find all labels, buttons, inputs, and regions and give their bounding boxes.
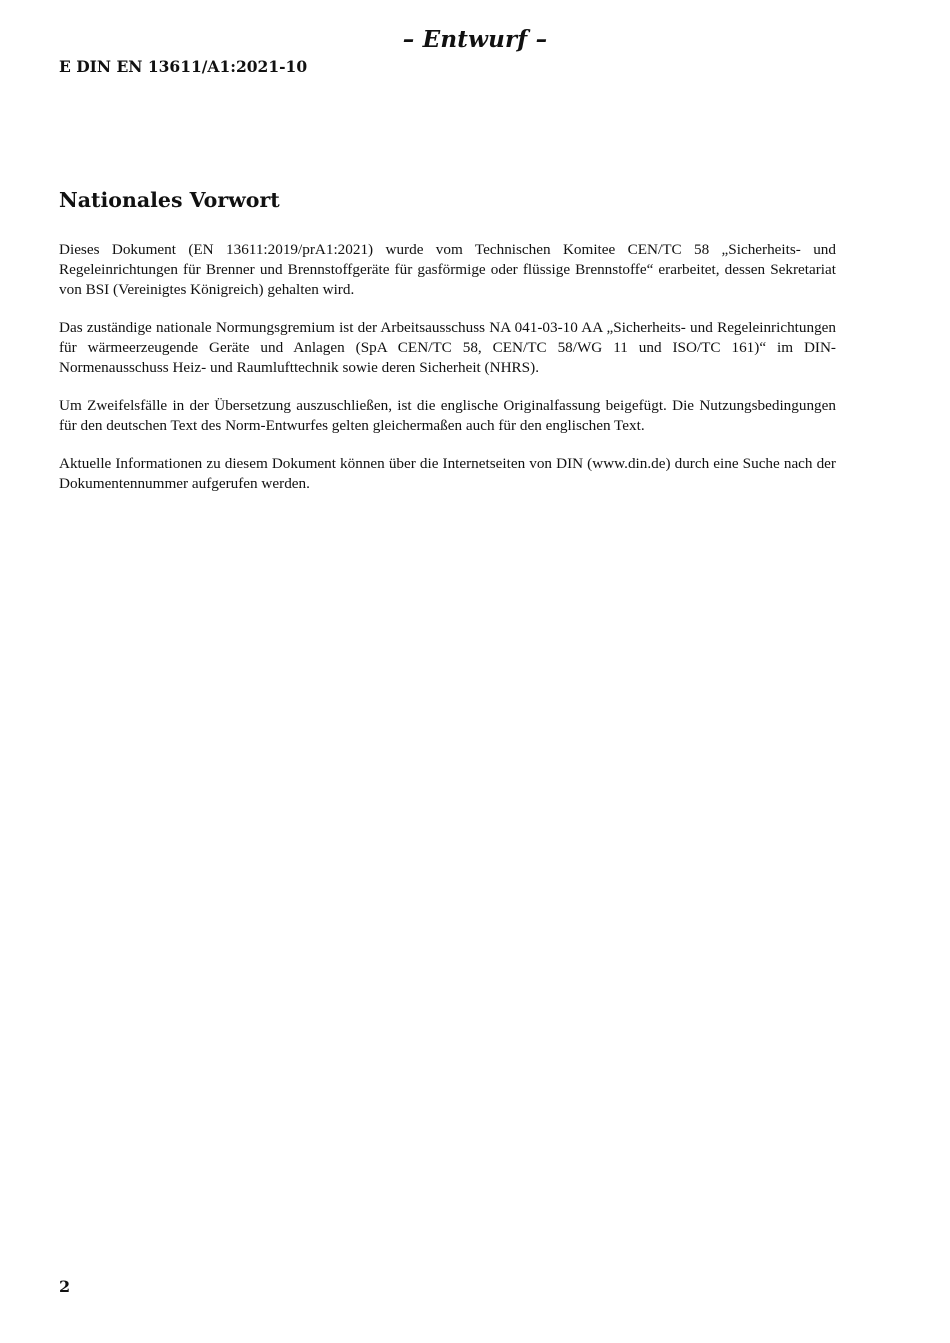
paragraph-information: Aktuelle Informationen zu diesem Dokument können über die Internetseiten von DIN (www.din.de) durch eine Suche nach der Dokumentennummer aufgerufen werden.	[59, 455, 836, 492]
paragraph-translation: Um Zweifelsfälle in der Übersetzung auszuschließen, ist die englische Originalfassung beigefügt. Die Nutzungsbedingungen für den deutschen Text des Norm-Entwurfes gelten gleichermaßen auch für den englischen Text.	[59, 397, 836, 434]
document-id: E DIN EN 13611/A1:2021-10	[59, 57, 308, 76]
paragraph-national-body: Das zuständige nationale Normungsgremium ist der Arbeitsausschuss NA 041-03-10 AA „Sicherheits- und Regeleinrichtungen für wärmeerzeugende Geräte und Anlagen (SpA CEN/TC 58, CEN/TC 58/WG 11 und ISO/TC 161)“ im DIN-Normenausschuss Heiz- und Raumlufttechnik sowie deren Sicherheit (NHRS).	[59, 319, 836, 376]
section-body	[59, 240, 836, 512]
draft-watermark: – Entwurf –	[402, 26, 548, 53]
page-number: 2	[59, 1277, 71, 1296]
paragraph-committee: Dieses Dokument (EN 13611:2019/prA1:2021) wurde vom Technischen Komitee CEN/TC 58 „Sicherheits- und Regeleinrichtungen für Brenner und Brennstoffgeräte für gasförmige oder flüssige Brennstoffe“ erarbeitet, dessen Sekretariat von BSI (Vereinigtes Königreich) gehalten wird.	[59, 241, 836, 298]
section-title: Nationales Vorwort	[59, 188, 280, 212]
